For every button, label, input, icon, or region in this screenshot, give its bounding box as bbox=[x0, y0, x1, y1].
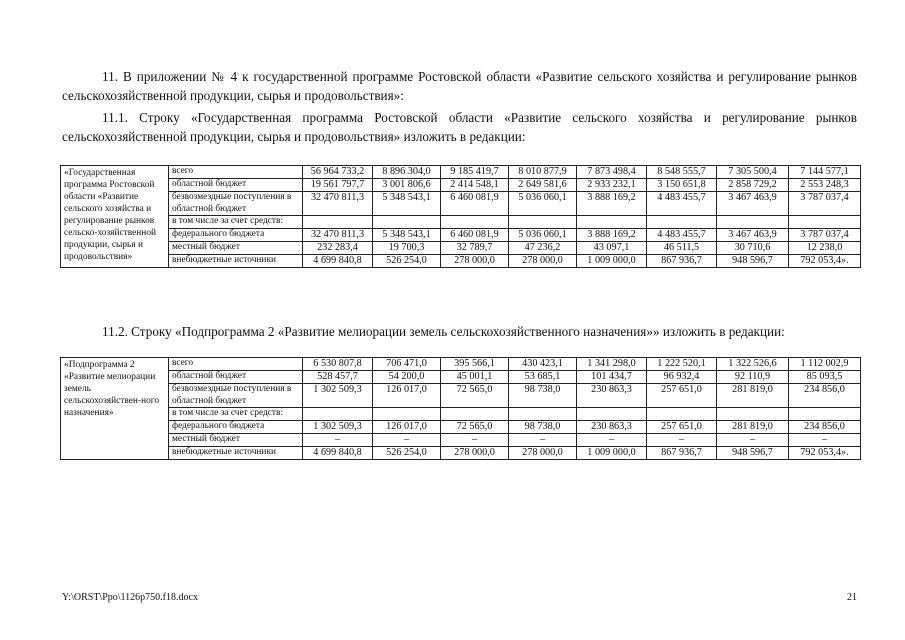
subprogram-2-budget-table bbox=[60, 357, 861, 460]
amount-cell: 278 000,0 bbox=[509, 446, 577, 459]
amount-cell: 92 110,9 bbox=[717, 371, 789, 384]
amount-cell: 56 964 733,2 bbox=[303, 166, 373, 179]
amount-cell: 126 017,0 bbox=[373, 384, 441, 408]
amount-cell: – bbox=[441, 433, 509, 446]
amount-cell: 1 302 509,3 bbox=[303, 420, 373, 433]
amount-cell: 3 888 169,2 bbox=[577, 192, 647, 216]
paragraph-11 bbox=[62, 67, 857, 105]
amount-cell bbox=[789, 408, 861, 421]
amount-cell: 72 565,0 bbox=[441, 384, 509, 408]
amount-cell: 278 000,0 bbox=[509, 254, 577, 267]
table-row bbox=[61, 371, 861, 384]
amount-cell: – bbox=[509, 433, 577, 446]
funding-source-cell: всего bbox=[169, 358, 303, 371]
table-row bbox=[61, 241, 861, 254]
funding-source-cell: в том числе за счет средств: bbox=[169, 408, 303, 421]
table-row bbox=[61, 384, 861, 408]
amount-cell: 3 467 463,9 bbox=[717, 228, 789, 241]
amount-cell: 8 548 555,7 bbox=[647, 166, 717, 179]
table-row bbox=[61, 192, 861, 216]
table-row bbox=[61, 433, 861, 446]
page-number: 21 bbox=[847, 592, 857, 603]
amount-cell: 3 001 806,6 bbox=[373, 179, 441, 192]
paragraph-11-1 bbox=[62, 108, 857, 146]
amount-cell: 4 483 455,7 bbox=[647, 192, 717, 216]
amount-cell: 19 700,3 bbox=[373, 241, 441, 254]
amount-cell: 281 819,0 bbox=[717, 384, 789, 408]
amount-cell bbox=[577, 216, 647, 229]
funding-source-cell: местный бюджет bbox=[169, 433, 303, 446]
table-row bbox=[61, 408, 861, 421]
amount-cell: 5 348 543,1 bbox=[373, 228, 441, 241]
amount-cell: 867 936,7 bbox=[647, 446, 717, 459]
amount-cell: 46 511,5 bbox=[647, 241, 717, 254]
amount-cell: 7 144 577,1 bbox=[789, 166, 861, 179]
amount-cell: 792 053,4». bbox=[789, 446, 861, 459]
amount-cell bbox=[647, 216, 717, 229]
amount-cell: 278 000,0 bbox=[441, 446, 509, 459]
amount-cell: – bbox=[647, 433, 717, 446]
amount-cell: – bbox=[373, 433, 441, 446]
amount-cell: 7 305 500,4 bbox=[717, 166, 789, 179]
amount-cell: 528 457,7 bbox=[303, 371, 373, 384]
amount-cell: 5 036 060,1 bbox=[509, 192, 577, 216]
amount-cell: 8 010 877,9 bbox=[509, 166, 577, 179]
amount-cell: 101 434,7 bbox=[577, 371, 647, 384]
funding-source-cell: местный бюджет bbox=[169, 241, 303, 254]
paragraph-11-1-text: 11.1. Строку «Государственная программа Ростовской области «Развитие сельского хозяйства и регулирование рынков сельскохозяйственной продукции, сырья и продовольствия» изложить в редакции: bbox=[62, 110, 857, 144]
amount-cell: 867 936,7 bbox=[647, 254, 717, 267]
amount-cell: 257 651,0 bbox=[647, 420, 717, 433]
amount-cell bbox=[789, 216, 861, 229]
amount-cell: 948 596,7 bbox=[717, 254, 789, 267]
amount-cell: 2 858 729,2 bbox=[717, 179, 789, 192]
amount-cell: 126 017,0 bbox=[373, 420, 441, 433]
program-name-cell: «Подпрограмма 2 «Развитие мелиорации земель сельскохозяйствен-ного назначения» bbox=[61, 358, 169, 460]
table-row bbox=[61, 254, 861, 267]
amount-cell: 47 236,2 bbox=[509, 241, 577, 254]
amount-cell: 1 009 000,0 bbox=[577, 254, 647, 267]
amount-cell: 5 036 060,1 bbox=[509, 228, 577, 241]
amount-cell: 1 112 002,9 bbox=[789, 358, 861, 371]
amount-cell: 32 470 811,3 bbox=[303, 192, 373, 216]
amount-cell: 2 414 548,1 bbox=[441, 179, 509, 192]
amount-cell: 96 932,4 bbox=[647, 371, 717, 384]
funding-source-cell: областной бюджет bbox=[169, 371, 303, 384]
amount-cell: 4 699 840,8 bbox=[303, 254, 373, 267]
paragraph-11-2 bbox=[62, 322, 857, 341]
amount-cell: 430 423,1 bbox=[509, 358, 577, 371]
funding-source-cell: федерального бюджета bbox=[169, 228, 303, 241]
amount-cell: 72 565,0 bbox=[441, 420, 509, 433]
amount-cell bbox=[647, 408, 717, 421]
amount-cell: 6 530 807,8 bbox=[303, 358, 373, 371]
amount-cell: 281 819,0 bbox=[717, 420, 789, 433]
amount-cell: 232 283,4 bbox=[303, 241, 373, 254]
funding-source-cell: внебюджетные источники bbox=[169, 446, 303, 459]
amount-cell: 257 651,0 bbox=[647, 384, 717, 408]
amount-cell bbox=[577, 408, 647, 421]
table-row bbox=[61, 420, 861, 433]
amount-cell: 395 566,1 bbox=[441, 358, 509, 371]
amount-cell bbox=[441, 408, 509, 421]
amount-cell: 3 150 651,8 bbox=[647, 179, 717, 192]
funding-source-cell: безвозмездные поступления в областной бюджет bbox=[169, 384, 303, 408]
amount-cell: – bbox=[577, 433, 647, 446]
amount-cell: 526 254,0 bbox=[373, 446, 441, 459]
program-name-cell: «Государственная программа Ростовской области «Развитие сельского хозяйства и регулирование рынков сельско-хозяйственной продукции, сырья и продовольствия» bbox=[61, 166, 169, 268]
amount-cell bbox=[303, 408, 373, 421]
amount-cell: 53 685,1 bbox=[509, 371, 577, 384]
amount-cell: 234 856,0 bbox=[789, 384, 861, 408]
amount-cell: 6 460 081,9 bbox=[441, 192, 509, 216]
amount-cell: 1 302 509,3 bbox=[303, 384, 373, 408]
amount-cell: 2 553 248,3 bbox=[789, 179, 861, 192]
amount-cell: 948 596,7 bbox=[717, 446, 789, 459]
table-row bbox=[61, 166, 861, 179]
amount-cell bbox=[717, 408, 789, 421]
amount-cell: 234 856,0 bbox=[789, 420, 861, 433]
amount-cell: 1 222 520,1 bbox=[647, 358, 717, 371]
amount-cell: 1 009 000,0 bbox=[577, 446, 647, 459]
amount-cell bbox=[441, 216, 509, 229]
paragraph-11-text: 11. В приложении № 4 к государственной программе Ростовской области «Развитие сельского хозяйства и регулирование рынков сельскохозяйственной продукции, сырья и продовольствия»: bbox=[62, 69, 857, 103]
amount-cell: 230 863,3 bbox=[577, 384, 647, 408]
amount-cell: 2 649 581,6 bbox=[509, 179, 577, 192]
table-row bbox=[61, 358, 861, 371]
amount-cell: – bbox=[789, 433, 861, 446]
funding-source-cell: в том числе за счет средств: bbox=[169, 216, 303, 229]
amount-cell: 3 888 169,2 bbox=[577, 228, 647, 241]
amount-cell bbox=[373, 216, 441, 229]
amount-cell bbox=[509, 408, 577, 421]
amount-cell: 9 185 419,7 bbox=[441, 166, 509, 179]
amount-cell: 32 470 811,3 bbox=[303, 228, 373, 241]
amount-cell: 19 561 797,7 bbox=[303, 179, 373, 192]
amount-cell: 230 863,3 bbox=[577, 420, 647, 433]
amount-cell bbox=[303, 216, 373, 229]
amount-cell: 43 097,1 bbox=[577, 241, 647, 254]
amount-cell: 7 873 498,4 bbox=[577, 166, 647, 179]
program-budget-table bbox=[60, 165, 861, 268]
amount-cell: 526 254,0 bbox=[373, 254, 441, 267]
amount-cell: 4 483 455,7 bbox=[647, 228, 717, 241]
amount-cell: 4 699 840,8 bbox=[303, 446, 373, 459]
amount-cell: – bbox=[717, 433, 789, 446]
amount-cell bbox=[373, 408, 441, 421]
amount-cell: 1 341 298,0 bbox=[577, 358, 647, 371]
funding-source-cell: федерального бюджета bbox=[169, 420, 303, 433]
amount-cell: 98 738,0 bbox=[509, 420, 577, 433]
amount-cell: 792 053,4». bbox=[789, 254, 861, 267]
funding-source-cell: безвозмездные поступления в областной бюджет bbox=[169, 192, 303, 216]
table-row bbox=[61, 446, 861, 459]
amount-cell: 278 000,0 bbox=[441, 254, 509, 267]
table-row bbox=[61, 228, 861, 241]
amount-cell: 2 933 232,1 bbox=[577, 179, 647, 192]
amount-cell: 6 460 081,9 bbox=[441, 228, 509, 241]
amount-cell bbox=[717, 216, 789, 229]
amount-cell: 706 471,0 bbox=[373, 358, 441, 371]
table-row bbox=[61, 216, 861, 229]
funding-source-cell: всего bbox=[169, 166, 303, 179]
amount-cell: 32 789,7 bbox=[441, 241, 509, 254]
table-row bbox=[61, 179, 861, 192]
amount-cell: 3 787 037,4 bbox=[789, 228, 861, 241]
amount-cell: 98 738,0 bbox=[509, 384, 577, 408]
amount-cell: 85 093,5 bbox=[789, 371, 861, 384]
amount-cell: 3 787 037,4 bbox=[789, 192, 861, 216]
amount-cell: 54 200,0 bbox=[373, 371, 441, 384]
amount-cell: 5 348 543,1 bbox=[373, 192, 441, 216]
amount-cell: 12 238,0 bbox=[789, 241, 861, 254]
amount-cell bbox=[509, 216, 577, 229]
amount-cell: 30 710,6 bbox=[717, 241, 789, 254]
document-path: Y:\ORST\Ppo\1126p750.f18.docx bbox=[62, 592, 198, 603]
amount-cell: 3 467 463,9 bbox=[717, 192, 789, 216]
amount-cell: 45 001,1 bbox=[441, 371, 509, 384]
paragraph-11-2-text: 11.2. Строку «Подпрограмма 2 «Развитие мелиорации земель сельскохозяйственного назначения»» изложить в редакции: bbox=[102, 324, 785, 339]
amount-cell: 8 896 304,0 bbox=[373, 166, 441, 179]
amount-cell: 1 322 526,6 bbox=[717, 358, 789, 371]
funding-source-cell: областной бюджет bbox=[169, 179, 303, 192]
amount-cell: – bbox=[303, 433, 373, 446]
funding-source-cell: внебюджетные источники bbox=[169, 254, 303, 267]
